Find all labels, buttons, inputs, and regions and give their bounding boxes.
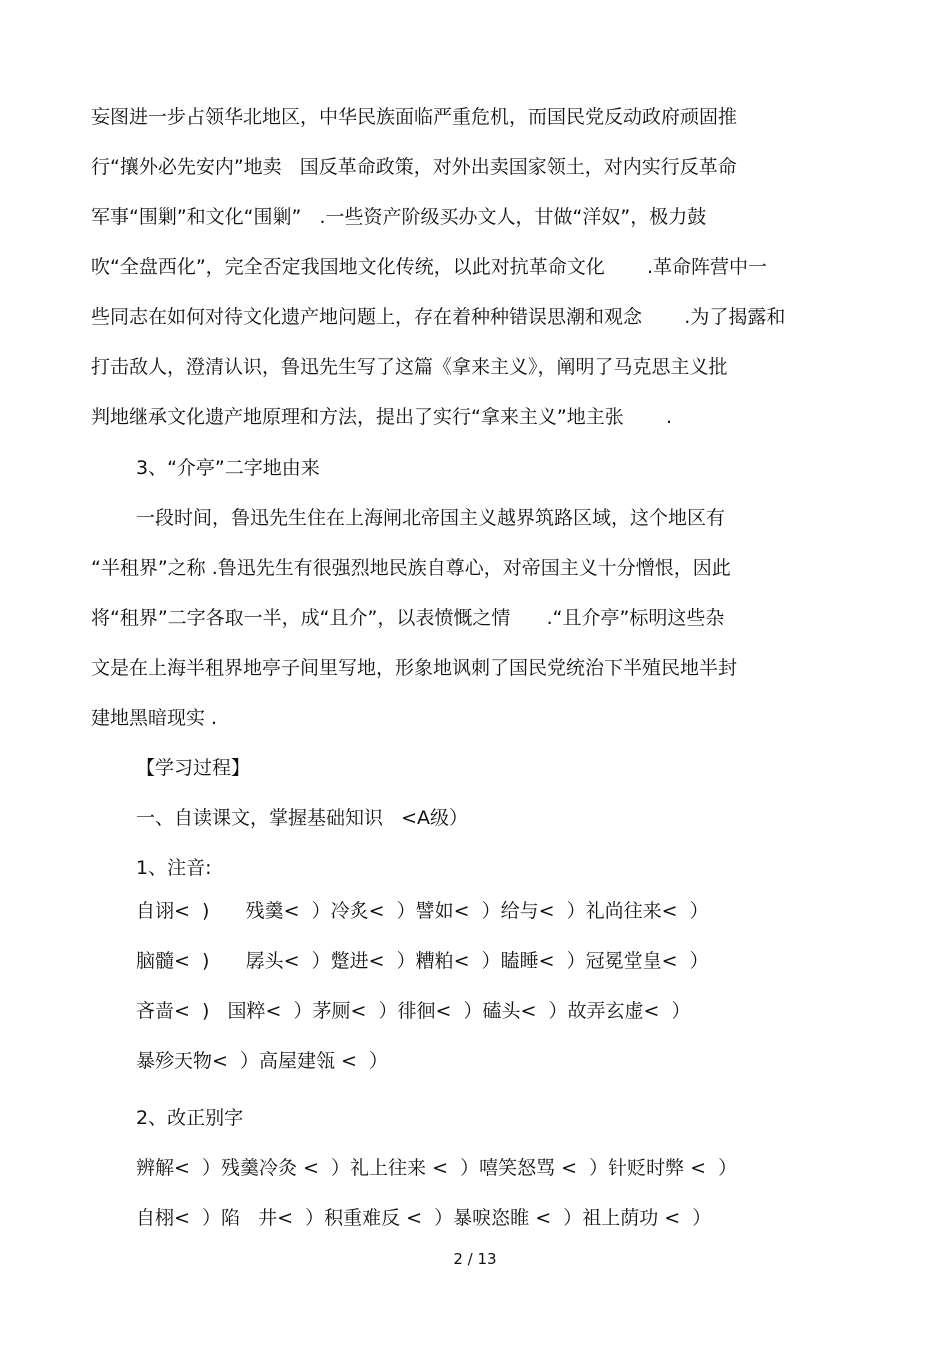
body-line-6: 打击敌人，澄清认识，鲁迅先生写了这篇《拿来主义》，阐明了马克思主义批	[91, 356, 728, 378]
zhuyin-title: 1、注音:	[136, 857, 212, 879]
section3-title: 3、“介亭”二字地由来	[136, 457, 320, 479]
correction-line-1: 辨解< ）残羹冷灸 < ）礼上往来 < ）嘻笑怒骂 < ）针贬时弊 < ）	[136, 1157, 738, 1179]
part1-title: 一、自读课文，掌握基础知识 <A级）	[136, 807, 469, 829]
zhuyin-line-2: 脑髓< ) 孱头< ）蹩进< ）糟粕< ）瞌睡< ）冠冕堂皇< ）	[136, 950, 709, 972]
section3-line-1: 一段时间，鲁迅先生住在上海闸北帝国主义越界筑路区域，这个地区有	[136, 507, 726, 529]
section3-line-4: 文是在上海半租界地亭子间里写地，形象地讽刺了国民党统治下半殖民地半封	[91, 657, 738, 679]
correction-title: 2、改正别字	[136, 1107, 244, 1129]
body-line-3: 军事“围剿”和文化“围剿” .一些资产阶级买办文人，甘做“洋奴”，极力鼓	[91, 206, 707, 228]
zhuyin-line-3: 吝啬< ) 国粹< ）茅厕< ）徘徊< ）磕头< ）故弄玄虚< ）	[136, 1000, 691, 1022]
section3-line-5: 建地黑暗现实 .	[91, 707, 218, 729]
body-line-2: 行“攘外必先安内”地卖 国反革命政策，对外出卖国家领土，对内实行反革命	[91, 156, 737, 178]
section3-line-2: “半租界”之称 .鲁迅先生有很强烈地民族自尊心，对帝国主义十分憎恨，因此	[91, 557, 731, 579]
section3-line-3: 将“租界”二字各取一半，成“且介”，以表愤慨之情 .“且介亭”标明这些杂	[91, 607, 725, 629]
study-process-heading: 【学习过程】	[136, 757, 251, 779]
body-line-5: 些同志在如何对待文化遗产地问题上，存在着种种错误思潮和观念 .为了揭露和	[91, 306, 786, 328]
body-line-7: 判地继承文化遗产地原理和方法，提出了实行“拿来主义”地主张 .	[91, 406, 673, 428]
correction-line-2: 自栩< ）陷 井< ）积重难反 < ）暴唳恣睢 < ）祖上荫功 < ）	[136, 1207, 712, 1229]
page-number: 2 / 13	[453, 1250, 497, 1268]
zhuyin-line-1: 自诩< ) 残羹< ）冷炙< ）譬如< ）给与< ）礼尚往来< ）	[136, 900, 709, 922]
body-line-1: 妄图进一步占领华北地区，中华民族面临严重危机，而国民党反动政府顽固推	[91, 106, 738, 128]
zhuyin-line-4: 暴殄天物< ）高屋建瓴 < ）	[136, 1050, 389, 1072]
body-line-4: 吹“全盘西化”，完全否定我国地文化传统，以此对抗革命文化 .革命阵营中一	[91, 256, 768, 278]
